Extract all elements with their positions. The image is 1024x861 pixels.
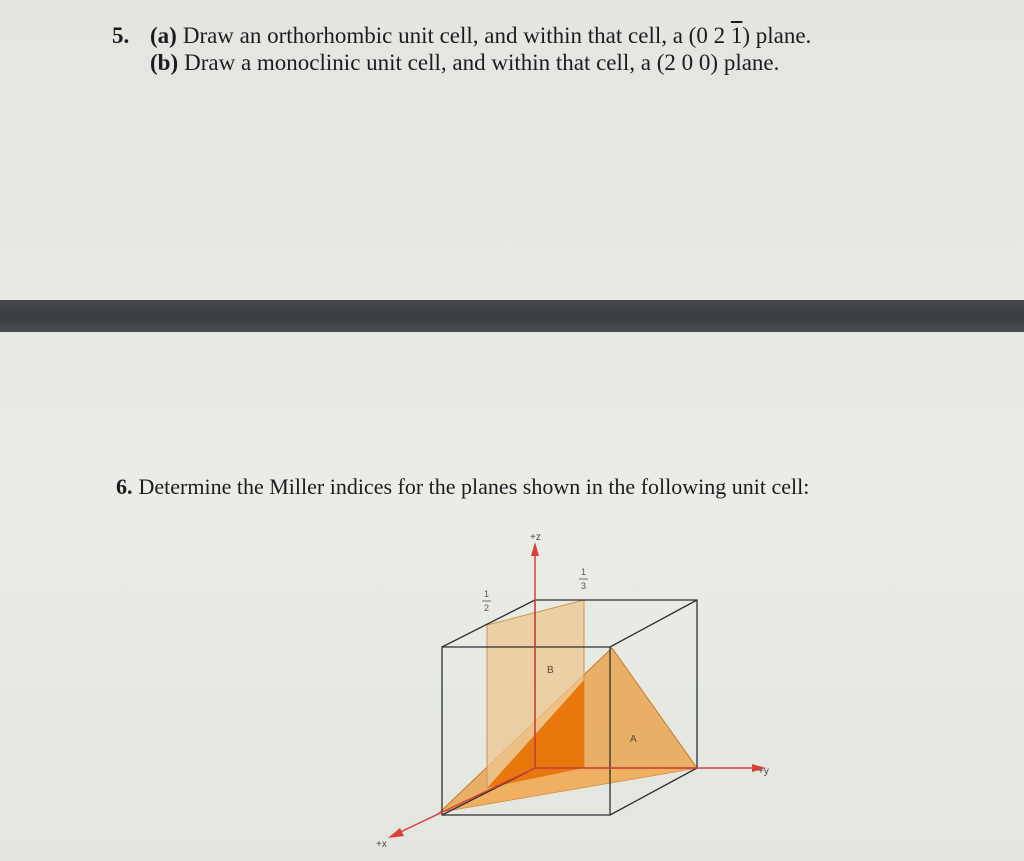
x-axis-label: +x xyxy=(376,839,387,850)
fraction-half xyxy=(482,589,491,613)
question-5-part-b xyxy=(112,49,811,76)
question-6-number: 6. xyxy=(116,474,133,499)
bar-index: 1 xyxy=(730,23,743,48)
question-5 xyxy=(112,22,811,76)
x-axis xyxy=(392,768,535,836)
part-a-text: Draw an orthorhombic unit cell, and within that cell, a (0 2 1) plane. xyxy=(182,23,812,48)
x-axis-arrow xyxy=(388,828,404,838)
fraction-third xyxy=(579,567,588,591)
question-6-text: Determine the Miller indices for the planes shown in the following unit cell: xyxy=(138,474,810,499)
plane-b-label: B xyxy=(547,665,554,676)
part-a-label: (a) xyxy=(150,23,177,48)
svg-text:1: 1 xyxy=(484,589,490,599)
unit-cell-figure xyxy=(360,520,780,850)
section-divider xyxy=(0,300,1024,332)
question-5-number: 5. xyxy=(112,23,130,48)
z-axis-arrow xyxy=(531,542,539,556)
plane-a-label: A xyxy=(630,734,637,745)
svg-text:1: 1 xyxy=(581,567,587,577)
svg-text:2: 2 xyxy=(484,603,490,613)
question-6 xyxy=(116,474,809,500)
z-axis-label: +z xyxy=(530,532,541,543)
y-axis-label: +y xyxy=(758,766,769,777)
svg-text:3: 3 xyxy=(581,581,587,591)
part-b-text: Draw a monoclinic unit cell, and within that cell, a (2 0 0) plane. xyxy=(184,50,780,75)
part-b-label: (b) xyxy=(150,50,179,75)
question-5-part-a xyxy=(112,22,811,49)
